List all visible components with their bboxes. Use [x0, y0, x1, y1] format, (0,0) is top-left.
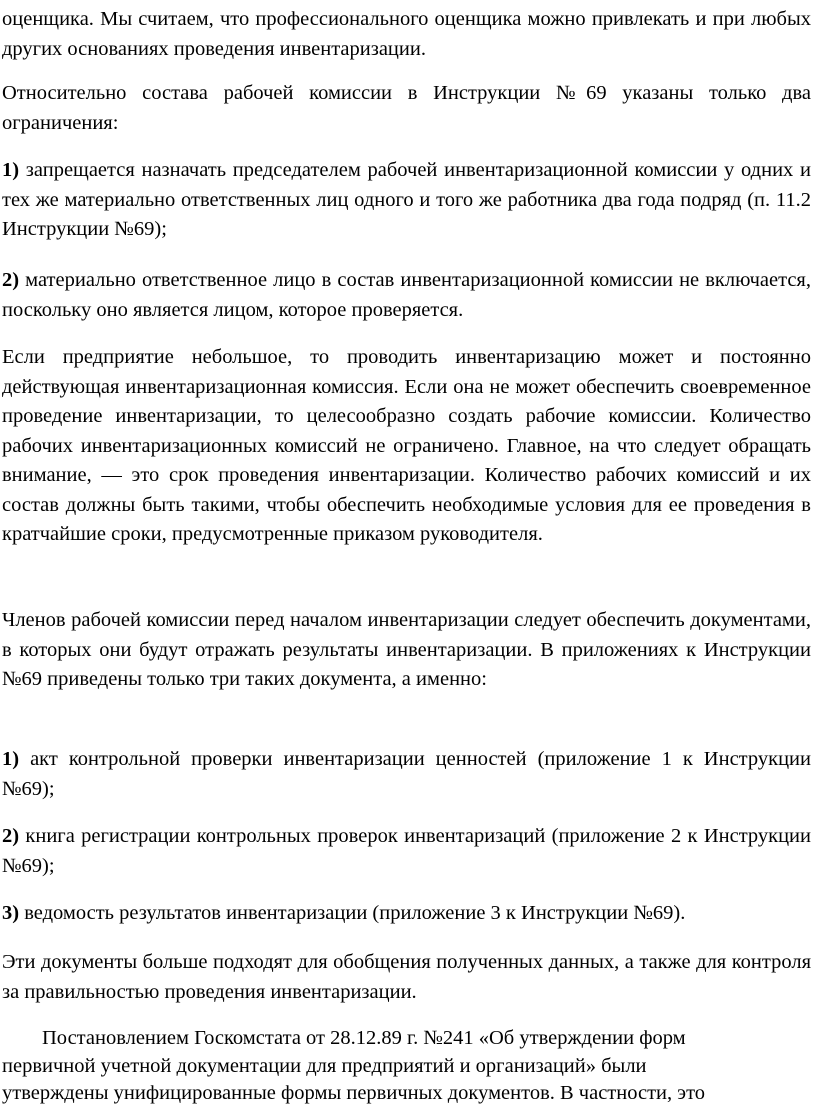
paragraph-commission-limits — [2, 79, 811, 138]
list-number: 2) — [2, 269, 20, 291]
paragraph-text: Если предприятие небольшое, то проводить инвентаризацию может и постоянно действующая инвентаризационная комиссия. Если она не может обеспечить своевременное проведение инвентаризации, то целесообразно создать рабочие комиссии. Количество рабочих инвентаризационных комиссий не ограничено. Главное, на что следует обращать внимание, — это срок проведения инвентаризации. Количество рабочих комиссий и их состав должны быть такими, чтобы обеспечить необходимые условия для ее проведения в кратчайшие сроки, предусмотренные приказом руководителя. — [2, 346, 811, 545]
list-item-doc-1 — [2, 745, 811, 804]
paragraph-line: первичной учетной документации для предприятий и организаций» были — [2, 1054, 647, 1077]
paragraph-text: Членов рабочей комиссии перед началом инвентаризации следует обеспечить документами, в которых они будут отражать результаты инвентаризации. В приложениях к Инструкции №69 приведены только три таких документа, а именно: — [2, 609, 811, 690]
list-item-doc-3 — [2, 899, 811, 929]
paragraph-text: оценщика. Мы считаем, что профессионального оценщика можно привлекать и при любых других основаниях проведения инвентаризации. — [2, 8, 811, 60]
paragraph-commission-documents — [2, 606, 811, 695]
list-item-1 — [2, 156, 811, 245]
list-number: 2) — [2, 825, 20, 847]
paragraph-text: Эти документы больше подходят для обобщения полученных данных, а также для контроля за правильностью проведения инвентаризации. — [2, 951, 811, 1003]
paragraph-small-enterprise — [2, 343, 811, 550]
list-number: 1) — [2, 748, 20, 770]
paragraph-line: Постановлением Госкомстата от 28.12.89 г. №241 «Об утверждении форм — [42, 1027, 686, 1049]
list-item-text: запрещается назначать председателем рабочей инвентаризационной комиссии у одних и тех же материально ответственных лиц одного и того же работника два года подряд (п. 11.2 Инструкции №69); — [2, 159, 811, 240]
paragraph-text: Относительно состава рабочей комиссии в Инструкции №69 указаны только два ограничения: — [2, 82, 811, 134]
list-number: 3) — [2, 902, 20, 924]
list-number: 1) — [2, 159, 20, 181]
paragraph-documents-purpose — [2, 948, 811, 1007]
list-item-text: акт контрольной проверки инвентаризации ценностей (приложение 1 к Инструкции №69); — [2, 748, 811, 800]
list-item-text: ведомость результатов инвентаризации (приложение 3 к Инструкции №69). — [24, 902, 686, 924]
list-item-text: книга регистрации контрольных проверок инвентаризаций (приложение 2 к Инструкции №69); — [2, 825, 812, 877]
list-item-doc-2 — [2, 822, 811, 881]
paragraph-continuation — [2, 5, 811, 64]
paragraph-line: утверждены унифицированные формы первичных документов. В частности, это — [2, 1082, 706, 1104]
list-item-text: материально ответственное лицо в состав инвентаризационной комиссии не включается, поскольку оно является лицом, которое проверяется. — [2, 269, 811, 321]
paragraph-goskomstat-resolution — [2, 1025, 782, 1108]
list-item-2 — [2, 266, 811, 325]
